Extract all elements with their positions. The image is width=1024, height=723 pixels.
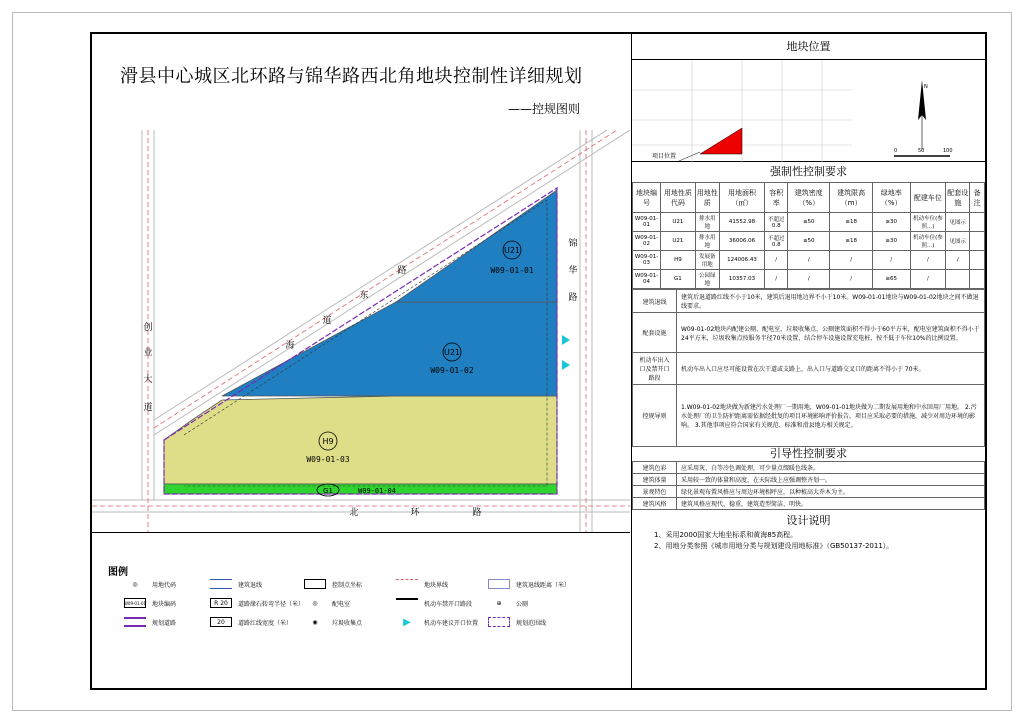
road-name-west: 大: [143, 375, 153, 385]
plot-w09-01-01: [396, 190, 557, 302]
road-name-diagonal: 道: [322, 316, 332, 326]
north-arrow-icon: [918, 80, 928, 150]
legend-item: 地块界线: [396, 579, 448, 589]
guide-table: [632, 461, 985, 510]
road-name-east: 路: [568, 293, 578, 303]
legend-item: ⊕ 公厕: [488, 598, 528, 608]
table-row: W09-01-01 U21 排水用地 41552.98 不超过0.8 ≤50 ≤18 ≥30 机动车位(参照...) 见图示: [633, 213, 985, 232]
legend-item: 规划道路: [124, 617, 176, 627]
guide-row: 建筑色彩 应采用灰、白等冷色调处理，可少量点缀暖色线条。: [633, 462, 985, 474]
road-name-diagonal: 海: [285, 341, 295, 351]
plot-w09-01-02: [222, 302, 557, 396]
guide-row: 建筑体量 采用较一致的体量和高度，在天际线上应强调整齐划一。: [633, 474, 985, 486]
road-name-south: 北: [349, 508, 359, 518]
planning-boundary-symbol: [488, 617, 510, 627]
plot-code-symbol: ◎: [132, 580, 138, 588]
road-name-south: 路: [472, 508, 482, 518]
road-name-east: 锦: [568, 239, 578, 249]
page-title: 滑县中心城区北环路与锦华路西北角地块控制性详细规划: [120, 66, 583, 87]
plot-id: W09-01-02: [430, 366, 474, 375]
rule-row: 配套设施 W09-01-02地块内配建公厕、配电室、垃圾收集点，公厕建筑面积不得小于60平方米，配电室建筑面积不得小于24平方米，垃圾收集点按服务半径70米设置，结合停车设施设置充电桩，按不低于车位10%的比例设置。: [633, 313, 985, 353]
road-name-south: 环: [410, 508, 420, 518]
location-svg: [632, 60, 986, 162]
rule-row: 控规导则 1.W09-01-02地块做为新建污水处理厂一期用地，W09-01-01地块做为二期发展用地和中水回用厂用地。 2.污水处理厂的卫生防护距离需依据经批复的项目环境影响评价报告。项目应采取必要的措施，减少对周边环境的影响。 3.其他事项应符合国家有关规范、标准和滑县地方相关规定。: [633, 385, 985, 447]
legend-item: 建筑退线: [210, 579, 262, 589]
location-highlight: [700, 128, 742, 154]
control-point-symbol: [304, 579, 326, 589]
scale-label: 100: [943, 148, 953, 154]
design-notes: [632, 528, 985, 554]
rule-row: 机动车出入口及禁开口路段 机动车出入口应尽可能设置在次干道或支路上，出入口与道路交叉口的距离不得小于 70米。: [633, 353, 985, 385]
table-row: W09-01-03 H9 发展备用地 124006.43 / / / / / /: [633, 251, 985, 270]
legend-item: ◎ 配电室: [304, 598, 350, 608]
plot-code: G1: [323, 487, 333, 495]
plot-w09-01-03: [164, 396, 557, 484]
plot-id-symbol: W09-01-01: [124, 598, 146, 608]
legend-item: W09-01-01 地块编码: [124, 598, 176, 608]
legend-item: R 20 道路缘石转弯半径（米）: [210, 598, 304, 608]
plot-boundary-symbol: [396, 579, 418, 589]
table-row: W09-01-04 G1 公园绿地 10357.03 / / / ≥65 /: [633, 270, 985, 289]
setback-distance-symbol: [488, 579, 510, 589]
guide-row: 建筑风格 建筑风格应现代、稳重，建筑造型简洁、明快。: [633, 498, 985, 510]
plot-id: W09-01-03: [306, 455, 350, 464]
road-name-west: 道: [143, 403, 153, 413]
svg-text:N: N: [924, 84, 928, 90]
design-title: 设计说明: [786, 514, 831, 527]
plot-code: U21: [503, 246, 521, 255]
road-name-east: 华: [568, 266, 578, 276]
guide-title: 引导性控制要求: [770, 447, 847, 460]
plot-code: H9: [322, 437, 334, 446]
location-map: [632, 60, 985, 162]
legend-item: ◎ 用地代码: [124, 579, 176, 589]
guide-row: 景观特色 绿化景观布置风格应与周边环境相呼应，以种植高大乔木为主。: [633, 486, 985, 498]
legend: [92, 532, 630, 690]
garbage-point-icon: ◉: [312, 618, 318, 626]
legend-title: 图例: [108, 567, 128, 578]
legend-item: 机动车禁开口路段: [396, 598, 472, 608]
info-panel: [631, 34, 985, 688]
legend-item: ◉ 垃圾收集点: [304, 617, 362, 627]
legend-item: 控制点坐标: [304, 579, 362, 589]
scale-label: 0: [894, 148, 898, 154]
road-name-diagonal: 东: [359, 291, 369, 301]
toilet-icon: ⊕: [496, 599, 502, 607]
rule-row: 建筑退线 建筑后退道路红线不小于10米，建筑后退用地边界不小于10米。W09-01-01地块与W09-01-02地块之间不做退线要求。: [633, 290, 985, 313]
legend-item: 规划范围线: [488, 617, 546, 627]
mandatory-table: [632, 182, 985, 289]
plot-id: W09-01-01: [490, 266, 534, 275]
planned-road-symbol: [124, 617, 146, 627]
design-note: 2、用地分类参照《城市用地分类与规划建设用地标准》（GB50137-2011）。: [654, 542, 894, 550]
plot-id: W09-01-04: [358, 487, 396, 495]
plan-map: [92, 130, 630, 532]
substation-icon: ◎: [312, 599, 318, 607]
setback-symbol: [210, 579, 232, 589]
entry-icon: ▶: [403, 616, 411, 628]
table-row: W09-01-02 U21 排水用地 36006.06 不超过0.8 ≤50 ≤18 ≥30 机动车位(参照...) 见图示: [633, 232, 985, 251]
location-title: 地块位置: [632, 34, 985, 60]
legend-item: 20 道路红线宽度（米）: [210, 617, 292, 627]
rules-table: [632, 289, 985, 447]
scale-label: 50: [918, 148, 925, 154]
road-width-symbol: 20: [210, 617, 232, 627]
page-subtitle: ——控规图则: [508, 102, 581, 116]
plan-svg: [92, 130, 630, 532]
plot-code: U21: [443, 348, 461, 357]
entry-marker: [562, 360, 570, 370]
radius-symbol: R 20: [210, 598, 232, 608]
location-tag: 项目位置: [652, 153, 677, 160]
design-note: 1、采用2000国家大地坐标系和黄海85高程。: [654, 531, 798, 539]
entry-marker: [562, 335, 570, 345]
road-name-diagonal: 路: [397, 266, 407, 276]
table-header-row: 地块编号 用地性质代码 用地性质 用地面积（㎡） 容积率 建筑密度（%） 建筑限高（m） 绿地率（%） 配建车位 配套设施 备注: [633, 183, 985, 213]
no-entry-symbol: [396, 598, 418, 608]
legend-item: ▶ 机动车建议开口位置: [396, 617, 478, 627]
road-name-west: 业: [143, 348, 153, 358]
road-name-west: 创: [143, 323, 153, 333]
mandatory-title: 强制性控制要求: [770, 165, 847, 178]
legend-item: 建筑退线距离（米）: [488, 579, 570, 589]
